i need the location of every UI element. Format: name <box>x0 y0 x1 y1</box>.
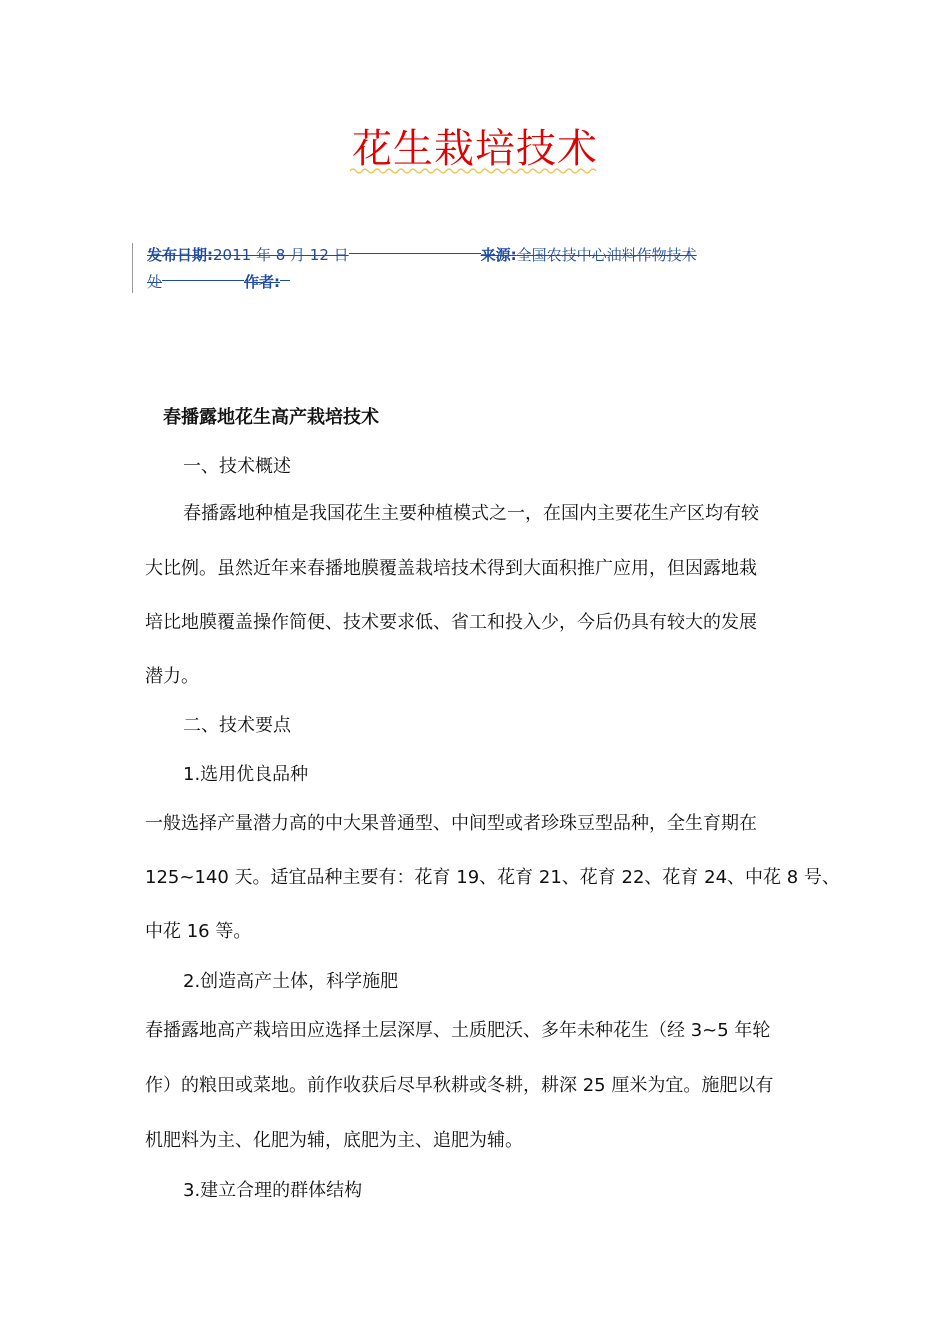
section-title-overview: 一、技术概述 <box>183 456 291 477</box>
meta-line-2 <box>147 272 290 292</box>
author-label: 作者: <box>244 273 281 291</box>
item-2-line-2: 作）的粮田或菜地。前作收获后尽早秋耕或冬耕，耕深 25 厘米为宜。施肥以有 <box>145 1075 774 1096</box>
overview-line-3: 培比地膜覆盖操作简便、技术要求低、省工和投入少，今后仍具有较大的发展 <box>145 612 757 633</box>
source-value-continued: 处 <box>147 273 163 291</box>
item-2-title: 2.创造高产土体，科学施肥 <box>183 971 399 992</box>
document-title: 花生栽培技术 <box>352 126 598 172</box>
item-2-line-1: 春播露地高产栽培田应选择土层深厚、土质肥沃、多年未种花生（经 3~5 年轮 <box>145 1020 771 1041</box>
item-2-line-3: 机肥料为主、化肥为辅，底肥为主、追肥为辅。 <box>145 1130 523 1151</box>
item-3-title: 3.建立合理的群体结构 <box>183 1180 363 1201</box>
section-title-key-points: 二、技术要点 <box>183 715 291 736</box>
overview-line-1: 春播露地种植是我国花生主要种植模式之一，在国内主要花生产区均有较 <box>183 503 759 524</box>
meta-line-1 <box>147 245 697 265</box>
article-heading: 春播露地花生高产栽培技术 <box>163 407 379 428</box>
source-value: 全国农技中心油料作物技术 <box>516 246 697 264</box>
overview-line-4: 潜力。 <box>145 666 199 687</box>
item-1-line-3: 中花 16 等。 <box>145 921 252 942</box>
spellcheck-underline <box>350 166 600 174</box>
item-1-line-1: 一般选择产量潜力高的中大果普通型、中间型或者珍珠豆型品种，全生育期在 <box>145 813 757 834</box>
publication-meta <box>132 243 753 293</box>
item-1-title: 1.选用优良品种 <box>183 764 309 785</box>
overview-line-2: 大比例。虽然近年来春播地膜覆盖栽培技术得到大面积推广应用，但因露地栽 <box>145 558 757 579</box>
tracked-change-gap <box>349 253 481 254</box>
tracked-change-gap <box>280 280 290 281</box>
date-value: 2011 年 8 月 12 日 <box>213 246 349 264</box>
source-label: 来源: <box>480 246 517 264</box>
item-1-line-2: 125~140 天。适宜品种主要有：花育 19、花育 21、花育 22、花育 24、中花 8 号、 <box>145 867 840 888</box>
tracked-change-gap <box>162 280 244 281</box>
date-label: 发布日期: <box>147 246 213 264</box>
